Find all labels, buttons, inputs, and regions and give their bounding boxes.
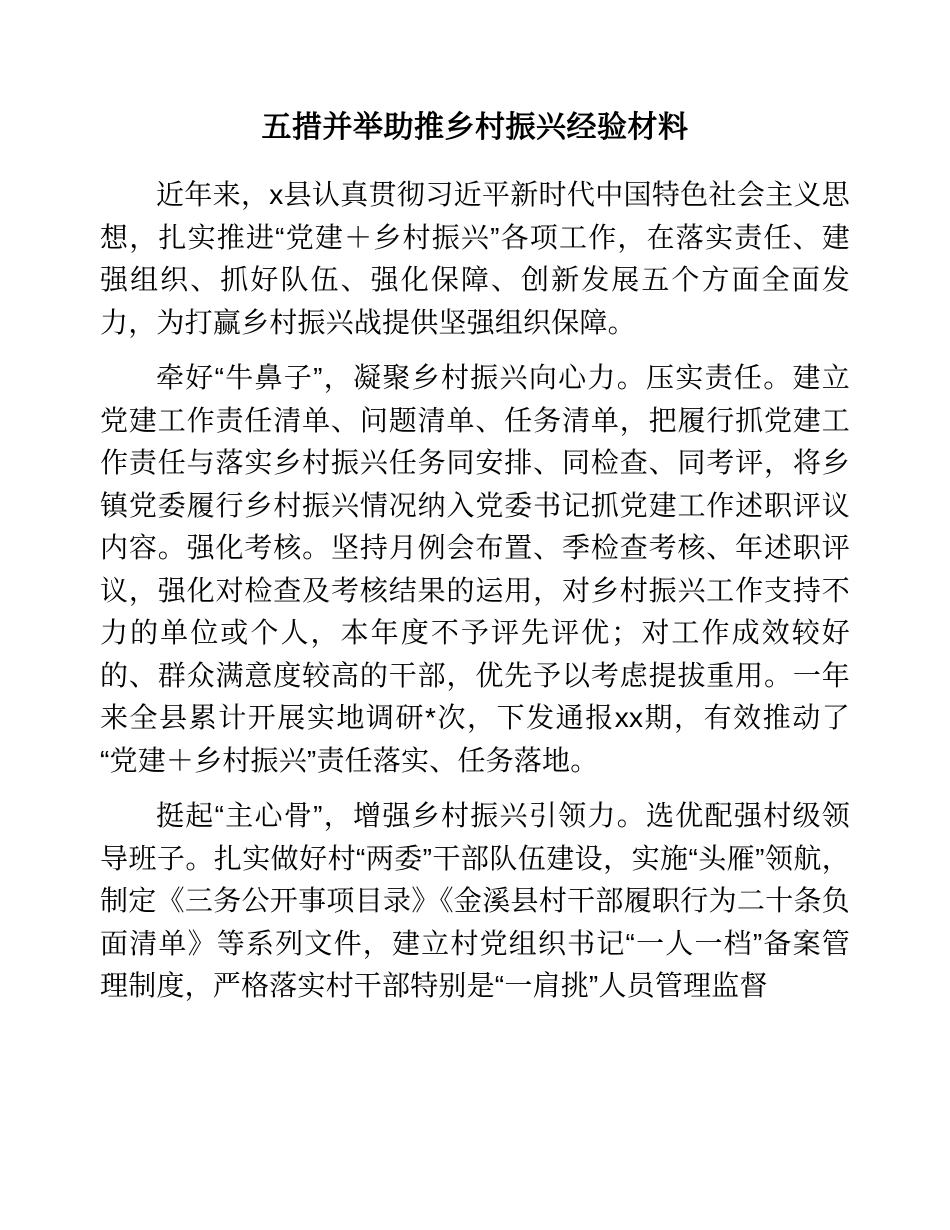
document-text-block bbox=[100, 0, 850, 1008]
page-title: 五措并举助推乡村振兴经验材料 bbox=[261, 111, 689, 144]
paragraph-intro: 近年来，x县认真贯彻习近平新时代中国特色社会主义思想，扎实推进“党建＋乡村振兴”各项工作，在落实责任、建强组织、抓好队伍、强化保障、创新发展五个方面全面发力，为打赢乡村振兴战提供坚强组织保障。 bbox=[100, 179, 850, 338]
paragraph-leadership: 挺起“主心骨”，增强乡村振兴引领力。选优配强村级领导班子。扎实做好村“两委”干部队伍建设，实施“头雁”领航，制定《三务公开事项目录》《金溪县村干部履职行为二十条负面清单》等系列文件，建立村党组织书记“一人一档”备案管理制度，严格落实村干部特别是“一肩挑”人员管理监督 bbox=[100, 800, 850, 1001]
document-paragraphs bbox=[100, 174, 850, 1008]
paragraph-responsibility: 牵好“牛鼻子”，凝聚乡村振兴向心力。压实责任。建立党建工作责任清单、问题清单、任务清单，把履行抓党建工作责任与落实乡村振兴任务同安排、同检查、同考评，将乡镇党委履行乡村振兴情况纳入党委书记抓党建工作述职评议内容。强化考核。坚持月例会布置、季检查考核、年述职评议，强化对检查及考核结果的运用，对乡村振兴工作支持不力的单位或个人，本年度不予评先评优；对工作成效较好的、群众满意度较高的干部，优先予以考虑提拔重用。一年来全县累计开展实地调研*次，下发通报xx期，有效推动了“党建＋乡村振兴”责任落实、任务落地。 bbox=[100, 362, 850, 776]
